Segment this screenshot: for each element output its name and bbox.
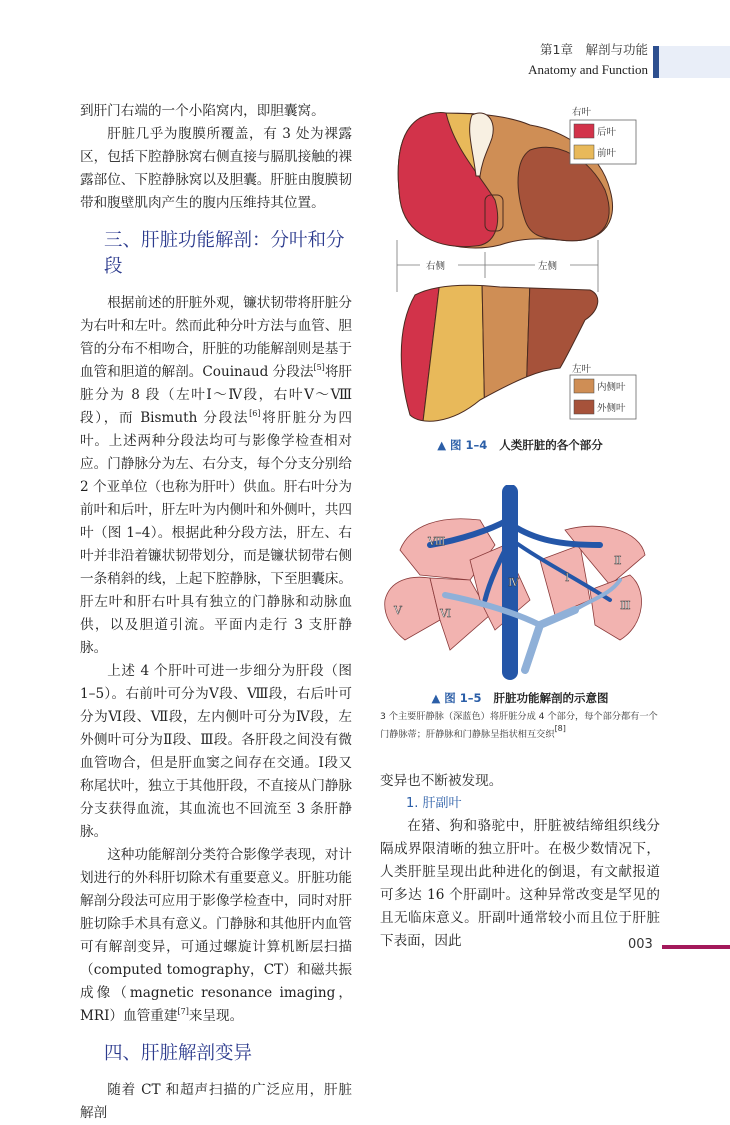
- legend-anterior: 前叶: [597, 148, 617, 159]
- footer-accent-line: [662, 945, 730, 949]
- legend-right-lobe: [570, 106, 636, 164]
- running-header-chapter-en: Anatomy and Function: [528, 62, 648, 77]
- note-text: 3 个主要肝静脉（深蓝色）将肝脏分成 4 个部分，每个部分都有一个门静脉蒂；肝静脉和门静脉呈指状相互交织: [380, 711, 658, 740]
- subheading-accessory-lobe: 1. 肝副叶: [406, 796, 462, 811]
- segment-label: Ⅴ: [394, 604, 402, 617]
- legend-posterior: 后叶: [597, 127, 617, 138]
- paragraph-couinaud: [80, 292, 352, 660]
- paragraph-variations: 随着 CT 和超声扫描的广泛应用，肝脏解剖: [80, 1082, 352, 1121]
- text: 将肝脏分为 8 段（左叶Ⅰ～Ⅳ段，右叶Ⅴ～Ⅷ段），而 Bismuth 分段法: [80, 364, 353, 426]
- segment-label: Ⅷ: [428, 535, 446, 548]
- legend-lateral: 外侧叶: [597, 403, 626, 414]
- segment-label: Ⅲ: [620, 599, 631, 612]
- left-column: [80, 100, 352, 1125]
- right-column: [380, 100, 660, 953]
- segment-label: Ⅵ: [440, 607, 452, 620]
- legend-title: 右叶: [572, 107, 592, 118]
- paragraph-accessory-lobe: 在猪、狗和骆驼中，肝脏被结缔组织线分隔成界限清晰的独立肝叶。在极少数情况下，人类肝脏呈现出此种进化的倒退，有文献报道可多达 16 个肝副叶。这种异常改变是罕见的且无临床意义。肝副叶通常较小而且位于肝脏下表面，因此: [380, 818, 660, 949]
- segment-label: Ⅰ: [565, 571, 570, 584]
- label-right-side: 右侧: [426, 261, 446, 272]
- paragraph-imaging: [80, 844, 352, 1028]
- running-header-chapter: 第1章 解剖与功能: [540, 42, 648, 57]
- legend-left-lobe: [570, 363, 636, 419]
- legend-medial: 内侧叶: [597, 382, 626, 393]
- figure-liver-segments: [380, 485, 660, 680]
- figure-liver-lobes: [380, 100, 660, 435]
- citation: [5]: [313, 363, 325, 372]
- paragraph-continued-right: 变异也不断被发现。: [380, 773, 503, 789]
- citation: [7]: [177, 1007, 189, 1016]
- paragraph-peritoneum: 肝脏几乎为腹膜所覆盖，有 3 处为裸露区，包括下腔静脉窝右侧直接与膈肌接触的裸露部位、下腔静脉窝以及胆囊。肝脏由腹膜韧带和腹壁肌肉产生的腹内压维持其位置。: [80, 126, 352, 211]
- medial-lobe-bottom: [482, 280, 530, 430]
- segment-label: Ⅱ: [614, 554, 622, 567]
- text: 根据前述的肝脏外观，镰状韧带将肝脏分为右叶和左叶。然而此种分叶方法与血管、胆管的分布不相吻合，肝脏的功能解剖则是基于血管和胆道的解剖。Couinaud 分段法: [80, 295, 352, 380]
- figure-1-5-note: [380, 708, 660, 744]
- legend-title: 左叶: [572, 364, 592, 375]
- section-heading-functional-anatomy: 三、肝脏功能解剖：分叶和分段: [104, 230, 345, 277]
- citation: [8]: [554, 724, 566, 733]
- text: 来呈现。: [188, 1008, 244, 1024]
- text: 将肝脏分为四叶。上述两种分段法均可与影像学检查相对应。门静脉分为左、右分支，每个分支分别给 2 个亚单位（也称为肝叶）供血。肝右叶分为前叶和后叶，肝左叶为内侧叶和外侧叶，共四叶（图 1–4）。根据此种分段方法，肝左、右叶并非沿着镰状韧带划分，而是镰状韧带右侧一条稍斜的线，上起下腔静脉，下至胆囊床。肝左叶和肝右叶具有独立的门静脉和动脉血供，以及胆道引流。平面内走行 3 支肝静脉。: [80, 410, 352, 656]
- paragraph-continued: 到肝门右端的一个小陷窝内，即胆囊窝。: [80, 103, 325, 119]
- citation: [6]: [249, 409, 261, 418]
- caption-text: 人类肝脏的各个部分: [499, 438, 603, 452]
- figure-number: ▲ 图 1–5: [431, 691, 482, 705]
- text: 这种功能解剖分类符合影像学表现，对计划进行的外科肝切除术有重要意义。肝脏功能解剖分段法可应用于影像学检查中，同时对肝脏切除手术具有意义。门静脉和其他肝内血管可有解剖变异，可通过螺旋计算机断层扫描（computed tomography，CT）和磁共振成像（magnetic resonance imaging，MRI）血管重建: [80, 847, 352, 1024]
- page-number: 003: [628, 937, 653, 952]
- figure-1-4-caption: [380, 437, 660, 453]
- figure-number: ▲ 图 1–4: [437, 438, 488, 452]
- section-heading-variations: 四、肝脏解剖变异: [104, 1043, 253, 1064]
- caption-text: 肝脏功能解剖的示意图: [493, 691, 609, 705]
- paragraph-segments: 上述 4 个肝叶可进一步细分为肝段（图 1–5）。右前叶可分为Ⅴ段、Ⅷ段，右后叶可分为Ⅵ段、Ⅶ段，左内侧叶可分为Ⅳ段，左外侧叶可分为Ⅱ段、Ⅲ段。各肝段之间没有微血管吻合，但是肝血窦之间存在交通。Ⅰ段又称尾状叶，独立于其他肝段，不直接从门静脉分支获得血流，其血流也不回流至 3 条肝静脉。: [80, 663, 352, 840]
- segment-label: Ⅳ: [508, 576, 519, 589]
- figure-1-5-caption: [380, 690, 660, 706]
- label-left-side: 左侧: [538, 261, 558, 272]
- header-accent-box: [659, 46, 730, 78]
